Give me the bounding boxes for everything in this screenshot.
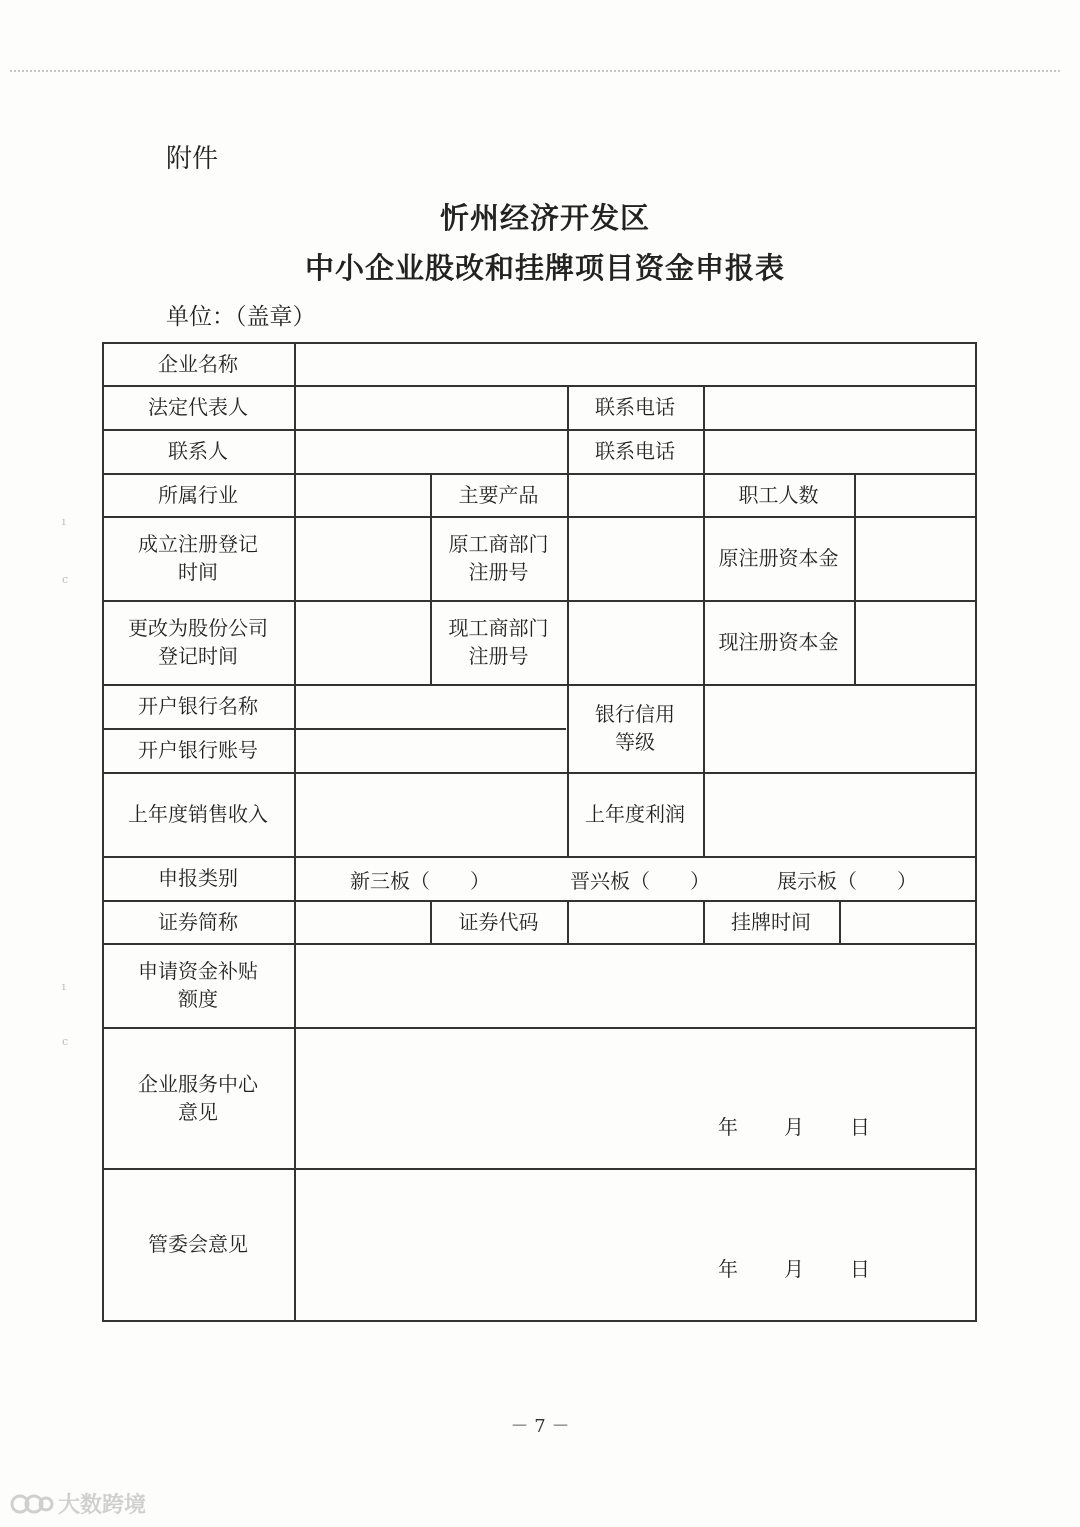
- stock-code-field[interactable]: [568, 901, 702, 942]
- scan-top-line: [10, 70, 1060, 72]
- label-phone-1: 联系电话: [595, 395, 675, 419]
- label-staff-count: 职工人数: [738, 482, 819, 507]
- unit-stamp-label: 单位：（盖章）: [166, 304, 316, 330]
- phone-1-field[interactable]: [704, 386, 974, 428]
- date-year-2: 年: [718, 1257, 738, 1281]
- label-subsidy: 申请资金补贴 额度: [138, 959, 258, 1011]
- page-number: － 7 －: [510, 1416, 570, 1437]
- bank-account-field[interactable]: [295, 729, 566, 771]
- cur-reg-no-field[interactable]: [568, 601, 702, 683]
- stock-short-field[interactable]: [295, 901, 429, 942]
- form-border-bottom: [102, 1320, 976, 1322]
- phone-2-field[interactable]: [704, 430, 974, 472]
- margin-mark: c: [62, 573, 69, 586]
- orig-reg-no-field[interactable]: [568, 517, 702, 599]
- service-center-opinion-field[interactable]: [295, 1028, 974, 1167]
- watermark-text: 大数跨境: [58, 1493, 147, 1518]
- label-reg-time: 成立注册登记 时间: [138, 532, 258, 584]
- subsidy-field[interactable]: [295, 944, 974, 1026]
- change-time-field[interactable]: [295, 601, 429, 683]
- cur-capital-field[interactable]: [855, 601, 974, 683]
- title-line-1: 忻州经济开发区: [439, 201, 650, 235]
- margin-mark: ı: [62, 515, 66, 528]
- committee-opinion-field[interactable]: [295, 1169, 974, 1319]
- label-stock-code: 证券代码: [458, 909, 539, 934]
- label-last-sales: 上年度销售收入: [128, 802, 268, 826]
- label-industry: 所属行业: [158, 482, 238, 507]
- company-name-field[interactable]: [295, 343, 974, 384]
- label-bank-credit: 银行信用 等级: [595, 702, 675, 754]
- label-orig-capital: 原注册资本金: [718, 546, 839, 570]
- staff-count-field[interactable]: [855, 474, 974, 515]
- attachment-label: 附件: [166, 144, 219, 174]
- label-last-profit: 上年度利润: [585, 802, 685, 826]
- industry-field[interactable]: [295, 474, 429, 515]
- listing-time-field[interactable]: [840, 901, 974, 942]
- watermark: [10, 1488, 146, 1519]
- label-contact: 联系人: [168, 439, 228, 463]
- label-change-time: 更改为股份公司 登记时间: [128, 616, 268, 668]
- watermark-logo-icon: [10, 1491, 54, 1517]
- date-year-1: 年: [718, 1115, 738, 1139]
- label-stock-short: 证券简称: [158, 909, 238, 934]
- reg-time-field[interactable]: [295, 517, 429, 599]
- margin-mark: ı: [62, 980, 66, 993]
- margin-mark: c: [62, 1035, 69, 1048]
- option-display-board[interactable]: 展示板（ ）: [777, 869, 917, 893]
- bank-name-field[interactable]: [295, 685, 566, 727]
- label-bank-name: 开户银行名称: [138, 694, 258, 718]
- contact-field[interactable]: [295, 430, 566, 472]
- orig-capital-field[interactable]: [855, 517, 974, 599]
- label-cur-capital: 现注册资本金: [718, 630, 839, 654]
- last-sales-field[interactable]: [295, 773, 566, 855]
- label-category: 申报类别: [158, 866, 238, 890]
- label-orig-reg-no: 原工商部门 注册号: [448, 532, 549, 584]
- legal-rep-field[interactable]: [295, 386, 566, 428]
- label-company-name: 企业名称: [158, 351, 238, 376]
- label-bank-account: 开户银行账号: [138, 738, 258, 762]
- label-phone-2: 联系电话: [595, 439, 675, 463]
- date-day-1: 日: [850, 1115, 870, 1139]
- date-day-2: 日: [850, 1257, 870, 1281]
- date-month-1: 月: [784, 1115, 804, 1139]
- label-legal-rep: 法定代表人: [148, 395, 248, 419]
- main-product-field[interactable]: [568, 474, 702, 515]
- option-new-third-board[interactable]: 新三板（ ）: [350, 869, 490, 893]
- label-cur-reg-no: 现工商部门 注册号: [448, 616, 549, 668]
- label-service-center: 企业服务中心 意见: [138, 1071, 258, 1124]
- label-committee: 管委会意见: [148, 1232, 248, 1256]
- title-line-2: 中小企业股改和挂牌项目资金申报表: [304, 251, 785, 285]
- last-profit-field[interactable]: [704, 773, 974, 855]
- application-form-table: [102, 342, 976, 1322]
- date-month-2: 月: [784, 1257, 804, 1281]
- label-main-product: 主要产品: [458, 482, 539, 507]
- bank-credit-field[interactable]: [704, 685, 974, 771]
- label-listing-time: 挂牌时间: [731, 909, 811, 934]
- option-jinxing-board[interactable]: 晋兴板（ ）: [570, 869, 710, 893]
- form-border-right: [975, 342, 977, 1322]
